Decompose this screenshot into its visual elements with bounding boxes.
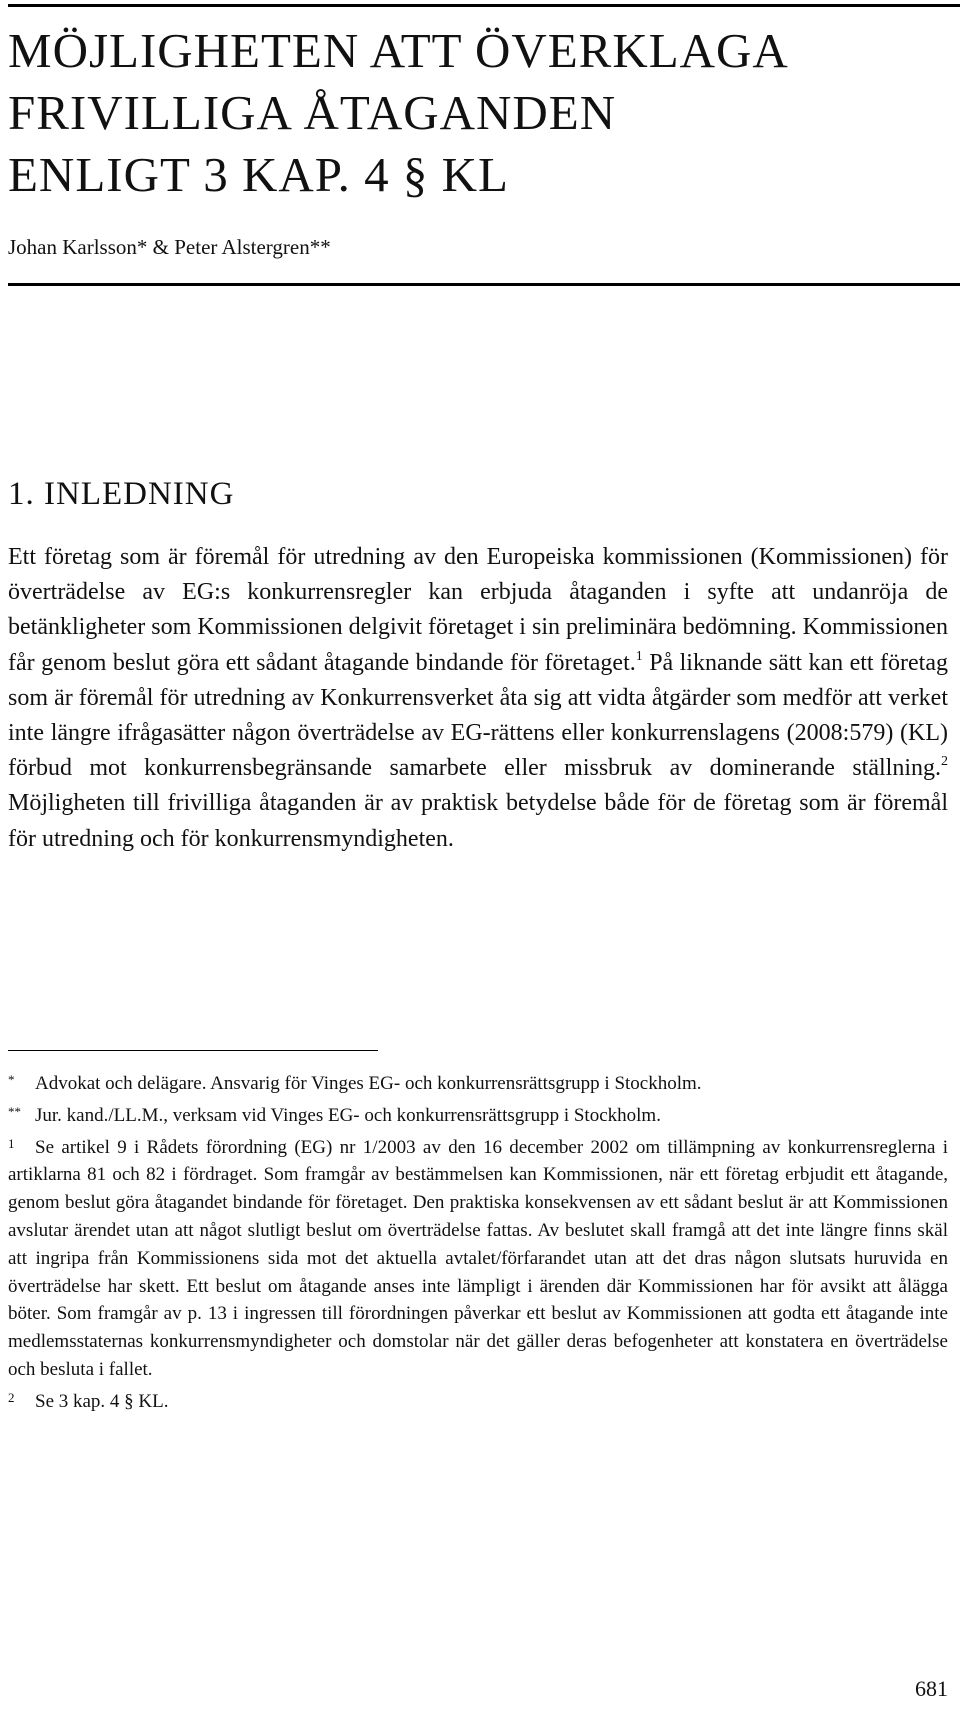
footnote-rule bbox=[8, 1050, 378, 1051]
footnote-ref[interactable]: 1 bbox=[635, 648, 643, 664]
article-title bbox=[8, 20, 948, 206]
title-line: MÖJLIGHETEN ATT ÖVERKLAGA bbox=[8, 23, 789, 78]
footnotes bbox=[8, 1066, 948, 1416]
body-text-part: Möjligheten till frivilliga åtaganden är av praktisk betydelse både för de företag som är föremål för utredning och för konkurrensmyndigheten. bbox=[8, 790, 948, 852]
body-text-part: Ett företag som är föremål för utredning av den Europeiska kommissionen (Kommissionen) för överträdelse av EG:s konkurrensregler kan erbjuda åtaganden i syfte att undanröja de betänkligheter som Kommissionen delgivit företaget i sin preliminära bedömning. Kommissionen får genom beslut göra ett sådant åtagande bindande för företaget. bbox=[8, 544, 948, 676]
footnote bbox=[8, 1130, 948, 1384]
top-rule bbox=[8, 4, 960, 7]
page-number: 681 bbox=[915, 1676, 948, 1701]
title-line: ENLIGT 3 KAP. 4 § KL bbox=[8, 147, 509, 202]
footnote-mark: 1 bbox=[8, 1135, 15, 1151]
footnote-text: Se 3 kap. 4 § KL. bbox=[35, 1390, 169, 1412]
section-heading: 1. INLEDNING bbox=[8, 476, 235, 512]
footnote bbox=[8, 1384, 948, 1416]
authors: Johan Karlsson* & Peter Alstergren** bbox=[8, 235, 331, 259]
footnote-text: Jur. kand./LL.M., verksam vid Vinges EG- och konkurrensrättsgrupp i Stockholm. bbox=[35, 1104, 661, 1126]
footnote bbox=[8, 1098, 948, 1130]
footnote-ref[interactable]: 2 bbox=[941, 754, 948, 770]
footnote-text: Se artikel 9 i Rådets förordning (EG) nr 1/2003 av den 16 december 2002 om tillämpning av konkurrensreglerna i artiklarna 81 och 82 i fördraget. Som framgår av bestämmelsen kan Kommissionen, när ett företag erbjudit ett åtagande, genom beslut göra åtagandet bindande för företaget. Den praktiska konsekvensen av ett sådant beslut är att Kommissionen avslutar ärendet utan att något slutligt beslut om överträdelse fattas. Av beslutet skall framgå att det inte längre finns skäl att ingripa från Kommissionens sida mot det aktuella avtalet/förfarandet utan att det dras någon slutsats huruvida en överträdelse har skett. Ett beslut om åtagande anses inte lämpligt i ärenden där Kommissionen har för avsikt att ålägga böter. Som framgår av p. 13 i ingressen till förordningen påverkar ett beslut av Kommissionen att godta ett åtagande inte medlemsstaternas konkurrensmyndigheter och domstolar när det gäller deras befogenheter att konstatera en överträdelse och besluta i fallet. bbox=[8, 1136, 948, 1380]
title-line: FRIVILLIGA ÅTAGANDEN bbox=[8, 85, 617, 140]
footnote-mark: * bbox=[8, 1072, 15, 1087]
body-text-part: På liknande sätt kan ett företag som är föremål för utredning av Konkurrensverket åta sig att vidta åtgärder som medför att verket inte längre ifrågasätter någon överträdelse av EG-rättens eller konkurrenslagens (2008:579) (KL) förbud mot konkurrensbegränsande samarbete eller missbruk av dominerande ställning. bbox=[8, 649, 948, 782]
footnote bbox=[8, 1066, 948, 1098]
header-rule bbox=[8, 283, 960, 286]
footnote-mark: 2 bbox=[8, 1389, 15, 1405]
footnote-mark: ** bbox=[8, 1103, 21, 1119]
footnote-text: Advokat och delägare. Ansvarig för Vinges EG- och konkurrensrättsgrupp i Stockholm. bbox=[35, 1073, 702, 1094]
body-paragraph bbox=[8, 540, 948, 857]
